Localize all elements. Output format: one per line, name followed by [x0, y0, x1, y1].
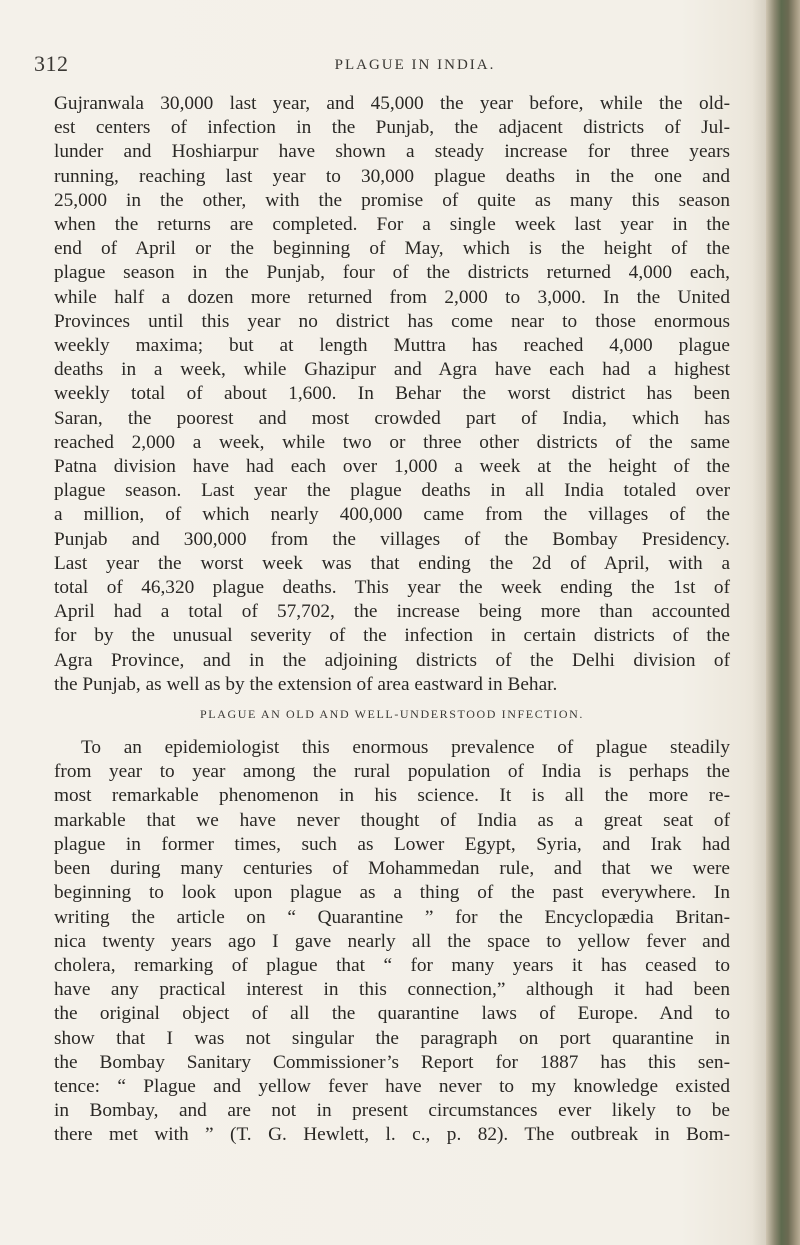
text-line: end of April or the beginning of May, which is the height of the	[54, 238, 730, 260]
text-line: To an epidemiologist this enormous prevalence of plague steadily	[81, 737, 730, 759]
section-heading: PLAGUE AN OLD AND WELL-UNDERSTOOD INFECTION.	[200, 707, 584, 722]
text-line: the Punjab, as well as by the extension of area eastward in Behar.	[54, 673, 558, 695]
text-line: Last year the worst week was that ending the 2d of April, with a	[54, 552, 730, 574]
text-line: the original object of all the quarantine laws of Europe. And to	[54, 1003, 730, 1025]
text-line: most remarkable phenomenon in his science. It is all the more re-	[54, 785, 730, 807]
text-line: Provinces until this year no district has come near to those enormous	[54, 310, 730, 332]
page-edge-shadow	[752, 0, 766, 1245]
running-head: PLAGUE IN INDIA.	[334, 57, 496, 73]
text-line: tence: “ Plague and yellow fever have never to my knowledge existed	[54, 1075, 730, 1097]
page-number: 312	[34, 51, 69, 76]
text-line: a million, of which nearly 400,000 came from the villages of the	[54, 504, 730, 526]
text-line: total of 46,320 plague deaths. This year the week ending the 1st of	[54, 577, 730, 599]
text-line: 25,000 in the other, with the promise of quite as many this season	[54, 189, 730, 211]
text-line: weekly maxima; but at length Muttra has reached 4,000 plague	[54, 335, 730, 357]
paragraph-2	[54, 736, 730, 1147]
text-line: writing the article on “ Quarantine ” for the Encyclopædia Britan-	[54, 906, 730, 928]
text-line: reached 2,000 a week, while two or three other districts of the same	[54, 431, 730, 453]
text-line: cholera, remarking of plague that “ for many years it has ceased to	[54, 954, 730, 976]
text-line: while half a dozen more returned from 2,000 to 3,000. In the United	[54, 286, 730, 308]
text-line: Saran, the poorest and most crowded part of India, which has	[54, 407, 730, 429]
paragraph-1	[54, 92, 730, 697]
text-line: from year to year among the rural population of India is perhaps the	[54, 761, 730, 783]
text-line: there met with ” (T. G. Hewlett, l. c., p. 82). The outbreak in Bom-	[54, 1124, 730, 1146]
text-line: show that I was not singular the paragraph on port quarantine in	[54, 1027, 730, 1049]
text-line: plague season. Last year the plague deaths in all India totaled over	[54, 480, 730, 502]
text-line: April had a total of 57,702, the increase being more than accounted	[54, 601, 730, 623]
text-line: for by the unusual severity of the infection in certain districts of the	[54, 625, 730, 647]
text-line: Gujranwala 30,000 last year, and 45,000 the year before, while the old-	[54, 93, 730, 114]
text-line: have any practical interest in this connection,” although it had been	[54, 979, 730, 1001]
text-line: markable that we have never thought of India as a great seat of	[54, 809, 730, 831]
text-line: running, reaching last year to 30,000 plague deaths in the one and	[54, 165, 730, 187]
text-line: Punjab and 300,000 from the villages of the Bombay Presidency.	[54, 528, 730, 550]
body-text	[54, 92, 730, 1148]
text-line: plague season in the Punjab, four of the districts returned 4,000 each,	[54, 262, 730, 284]
text-line: lunder and Hoshiarpur have shown a steady increase for three years	[54, 141, 730, 163]
text-line: beginning to look upon plague as a thing of the past everywhere. In	[54, 882, 730, 904]
book-binding-edge	[766, 0, 800, 1245]
text-line: Agra Province, and in the adjoining districts of the Delhi division of	[54, 649, 730, 671]
text-line: deaths in a week, while Ghazipur and Agra have each had a highest	[54, 359, 730, 381]
text-line: nica twenty years ago I gave nearly all the space to yellow fever and	[54, 930, 730, 952]
text-line: weekly total of about 1,600. In Behar the worst district has been	[54, 383, 730, 405]
text-line: in Bombay, and are not in present circumstances ever likely to be	[54, 1100, 730, 1122]
text-line: been during many centuries of Mohammedan rule, and that we were	[54, 858, 730, 880]
text-line: when the returns are completed. For a single week last year in the	[54, 214, 730, 236]
text-line: the Bombay Sanitary Commissioner’s Report for 1887 has this sen-	[54, 1051, 730, 1073]
text-line: plague in former times, such as Lower Egypt, Syria, and Irak had	[54, 833, 730, 855]
text-line: est centers of infection in the Punjab, the adjacent districts of Jul-	[54, 117, 730, 139]
text-line: Patna division have had each over 1,000 a week at the height of the	[54, 456, 730, 478]
